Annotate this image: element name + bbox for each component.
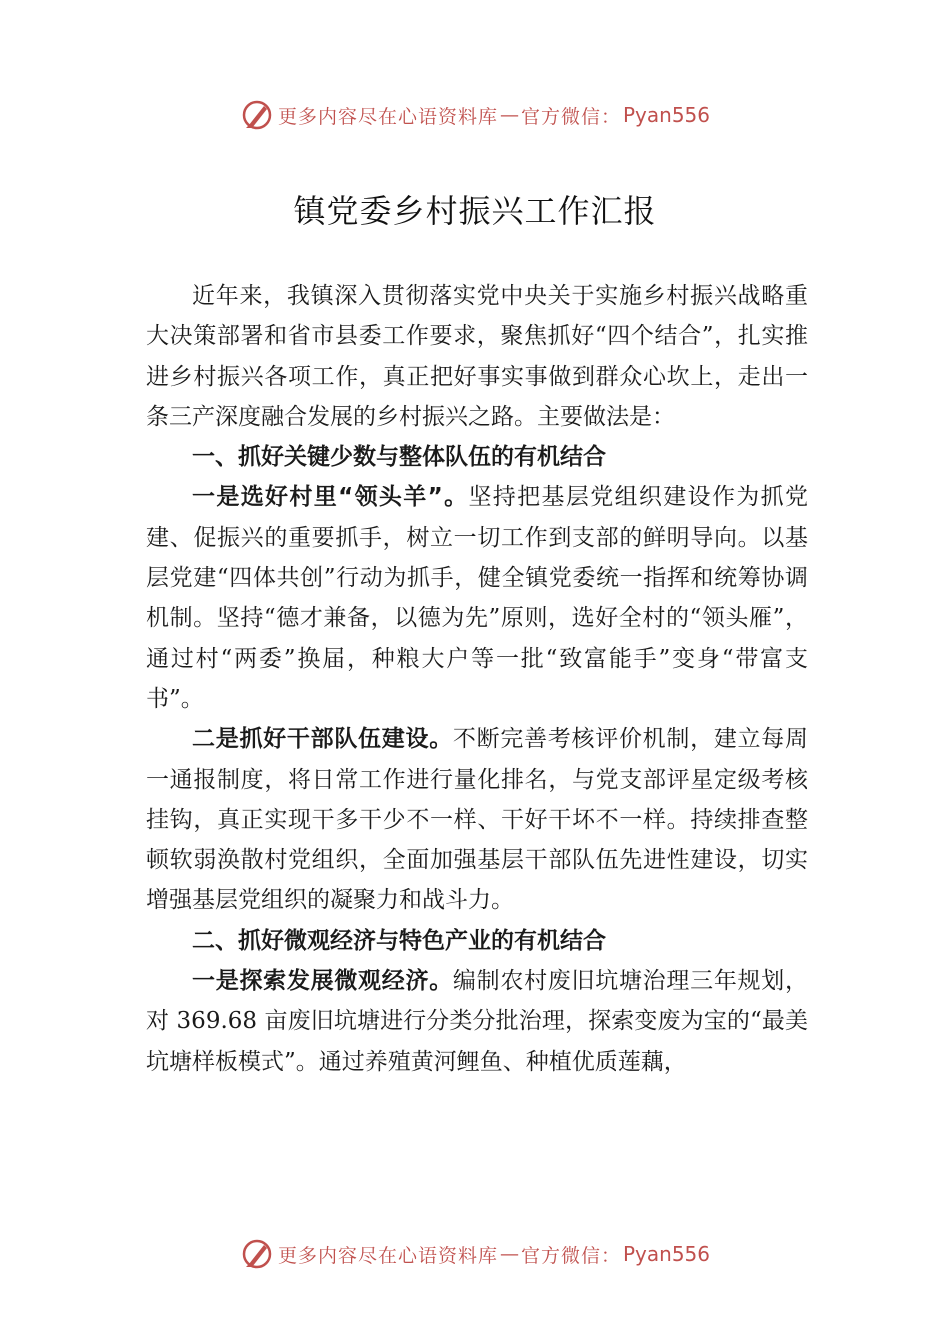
section-2-heading: 二、抓好微观经济与特色产业的有机结合: [192, 927, 606, 954]
paragraph-body: 不断完善考核评价机制，建立每周一通报制度，将日常工作进行量化排名，与党支部评星定级考核挂钩，真正实现干多干少不一样、干好干坏不一样。持续排查整顿软弱涣散村党组织，全面加强基层干部队伍先进性建设，切实增强基层党组织的凝聚力和战斗力。: [146, 726, 809, 914]
banner-text: 更多内容尽在心语资料库: [277, 105, 498, 128]
paragraph-lead: 二是抓好干部队伍建设。: [192, 726, 453, 753]
document-title: 镇党委乡村振兴工作汇报: [293, 192, 657, 230]
banner-wechat-label: 官方微信：: [520, 1244, 621, 1267]
banner-wechat-id: Pyan556: [623, 103, 711, 127]
header-watermark-banner: [0, 95, 950, 135]
paragraph-body: 编制农村废旧坑塘治理三年规划，对 369.68 亩废旧坑塘进行分类分批治理，探索变废为宝的“最美坑塘样板模式”。通过养殖黄河鲤鱼、种植优质莲藕，: [146, 968, 809, 1075]
section-1-heading: 一、抓好关键少数与整体队伍的有机结合: [192, 444, 606, 471]
pen-logo-icon: [240, 98, 274, 132]
intro-paragraph: 近年来，我镇深入贯彻落实党中央关于实施乡村振兴战略重大决策部署和省市县委工作要求，聚焦抓好“四个结合”，扎实推进乡村振兴各项工作，真正把好事实事做到群众心坎上，走出一条三产深度融合发展的乡村振兴之路。主要做法是：: [146, 283, 808, 430]
pen-logo-icon: [240, 1237, 274, 1271]
banner-text: 更多内容尽在心语资料库: [277, 1244, 498, 1267]
footer-watermark-banner: [0, 1234, 950, 1274]
banner-separator: —: [499, 1243, 519, 1265]
banner-wechat-id: Pyan556: [623, 1242, 711, 1266]
document-body: [146, 276, 808, 1082]
paragraph-body: 坚持把基层党组织建设作为抓党建、促振兴的重要抓手，树立一切工作到支部的鲜明导向。以基层党建“四体共创”行动为抓手，健全镇党委统一指挥和统筹协调机制。坚持“德才兼备，以德为先”原则，选好全村的“领头雁”，通过村“两委”换届，种粮大户等一批“致富能手”变身“带富支书”。: [146, 484, 809, 712]
paragraph-lead: 一是选好村里“领头羊”。: [192, 484, 469, 511]
section-1-paragraph-2: [146, 719, 808, 920]
banner-separator: —: [499, 104, 519, 126]
section-2-paragraph-1: [146, 961, 808, 1082]
paragraph-lead: 一是探索发展微观经济。: [192, 968, 453, 995]
banner-wechat-label: 官方微信：: [520, 105, 621, 128]
section-1-paragraph-1: [146, 477, 808, 719]
